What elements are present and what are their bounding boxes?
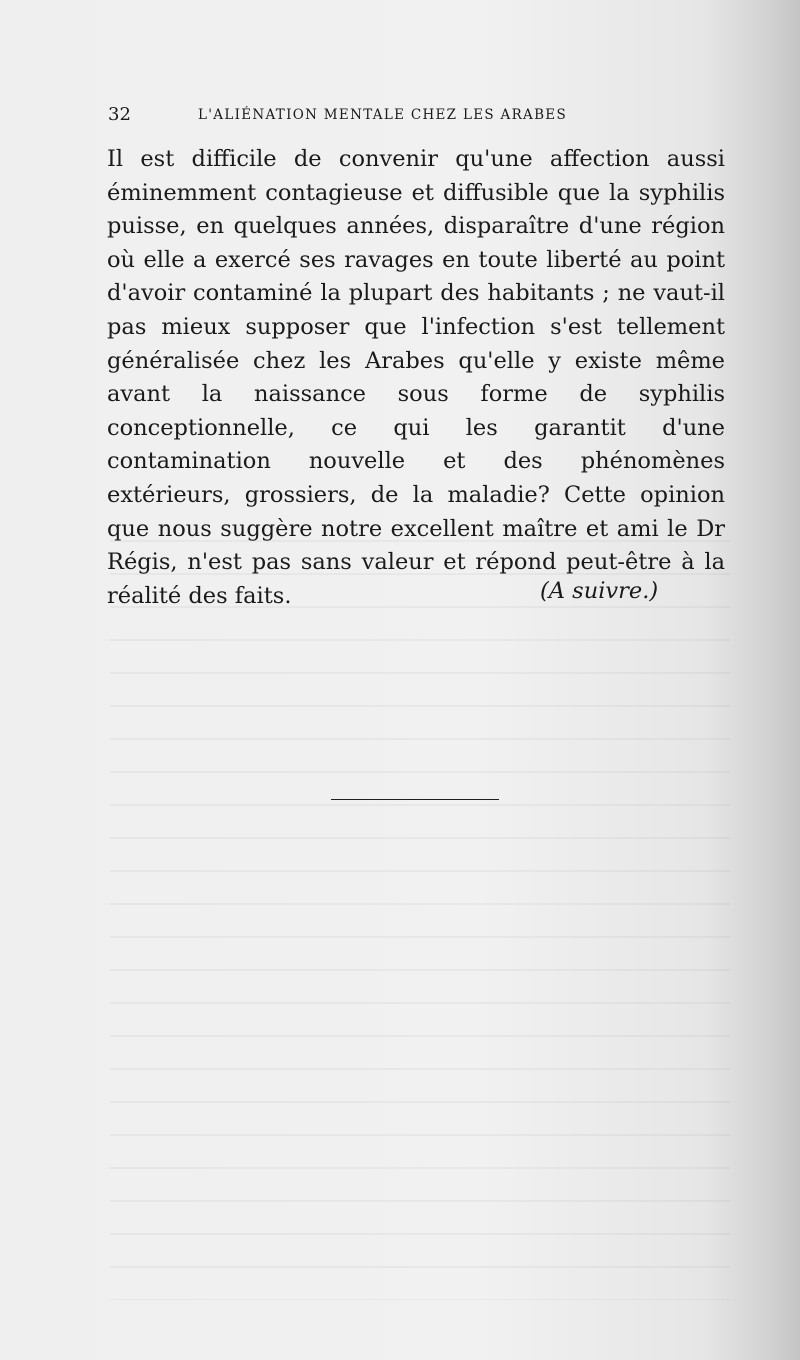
show-through-texture xyxy=(110,540,730,1300)
section-divider-rule xyxy=(331,799,499,800)
to-be-continued-note xyxy=(540,575,658,608)
running-title: L'ALIÉNATION MENTALE CHEZ LES ARABES xyxy=(198,107,567,123)
paragraph: Il est difficile de convenir qu'une affection aussi éminemment contagieuse et diffusible que la syphilis puisse, en quelques années, disparaître d'une région où elle a exercé ses ravages en toute liberté au point d'avoir contaminé la plupart des habitants ; ne vaut-il pas mieux supposer que l'infection s'est tellement généralisée chez les Arabes qu'elle y existe même avant la naissance sous forme de syphilis conceptionnelle, ce qui les garantit d'une contamination nouvelle et des phénomènes extérieurs, grossiers, de la maladie? Cette opinion que nous suggère notre excellent maître et ami le Dr Régis, n'est pas sans valeur et répond peut-être à la réalité des faits. xyxy=(107,146,725,609)
page-number: 32 xyxy=(108,104,131,125)
signoff-text: (A suivre.) xyxy=(540,578,659,604)
page-header xyxy=(108,104,728,128)
body-text xyxy=(107,143,725,613)
